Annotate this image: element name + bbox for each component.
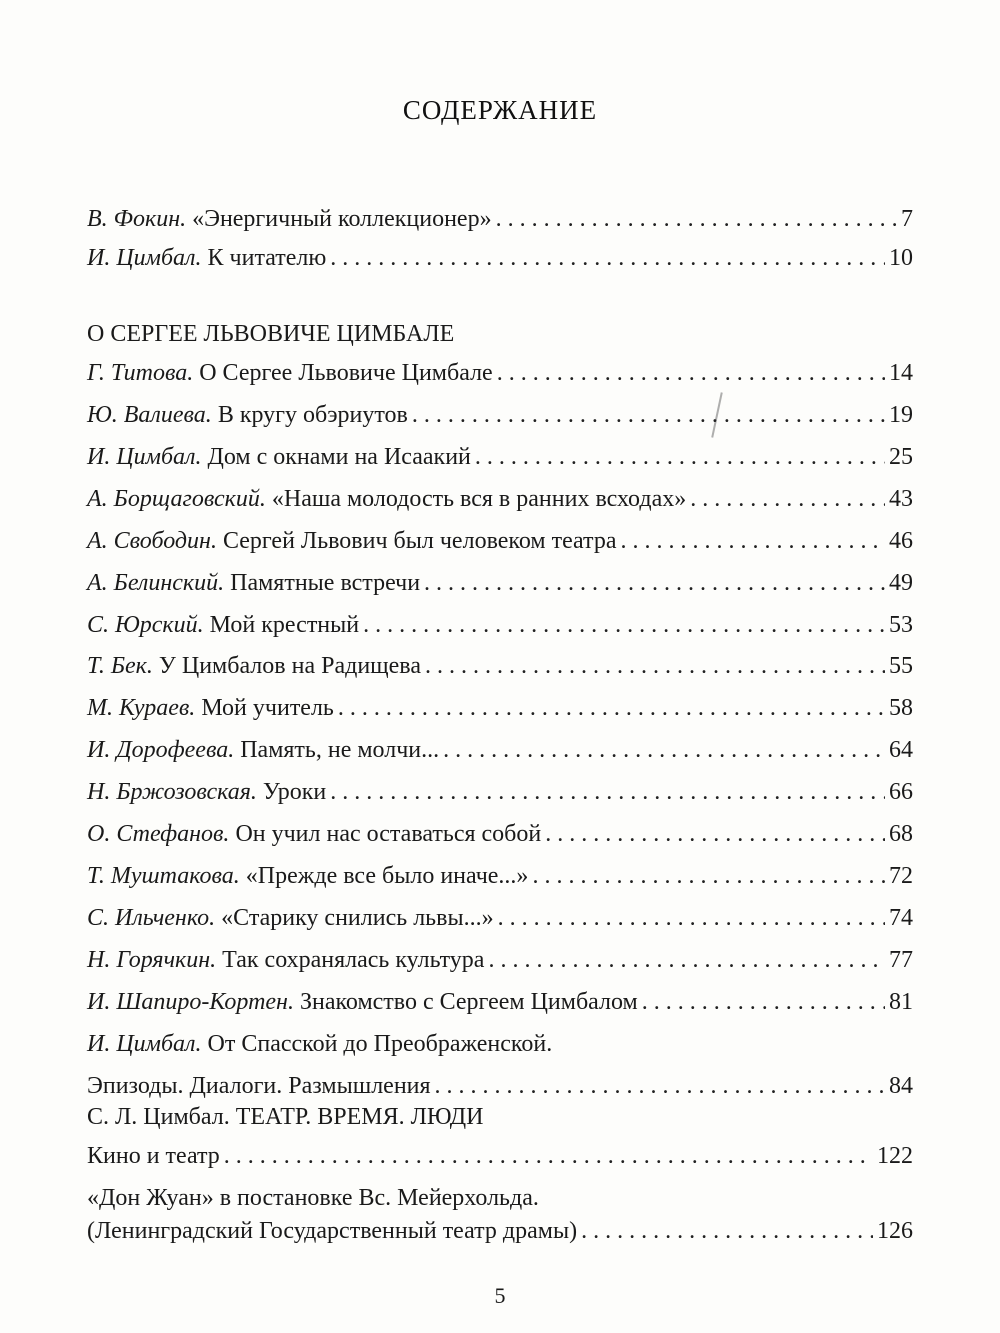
toc-entry-line1: «Дон Жуан» в постановке Вс. Мейерхольда.	[87, 1185, 539, 1211]
page-title: СОДЕРЖАНИЕ	[402, 95, 598, 125]
toc-entry	[87, 986, 913, 1018]
toc-entry	[87, 609, 913, 641]
entry-title: Знакомство с Сергеем Цимбалом	[299, 989, 638, 1015]
section-title: О СЕРГЕЕ ЛЬВОВИЧЕ ЦИМБАЛЕ	[87, 321, 455, 347]
leader-dots	[581, 1215, 873, 1247]
page-number: 5	[494, 1283, 506, 1308]
leader-dots	[545, 818, 885, 850]
toc-entry	[87, 441, 913, 473]
toc-entry	[87, 357, 913, 389]
leader-dots	[435, 1070, 885, 1102]
entry-author: И. Цимбал.	[87, 444, 202, 470]
toc-entry	[87, 776, 913, 808]
entry-page: 43	[889, 486, 913, 512]
entry-page: 7	[901, 206, 913, 232]
entry-author: Т. Муштакова.	[87, 863, 240, 889]
leader-dots	[642, 986, 885, 1018]
entry-author: Ю. Валиева.	[87, 402, 212, 428]
entry-author: С. Юрский.	[87, 612, 204, 638]
entry-page: 122	[877, 1143, 913, 1169]
entry-title: У Цимбалов на Радищева	[158, 653, 421, 679]
entry-title: Дом с окнами на Исаакий	[207, 444, 471, 470]
entry-page: 49	[889, 570, 913, 596]
leader-dots	[224, 1140, 873, 1172]
entry-author: А. Борщаговский.	[87, 486, 266, 512]
entry-page: 25	[889, 444, 913, 470]
leader-dots	[475, 441, 885, 473]
entry-author: С. Ильченко.	[87, 905, 216, 931]
entry-title: К читателю	[207, 245, 327, 271]
toc-entry-line2	[87, 1215, 913, 1247]
leader-dots	[412, 399, 885, 431]
toc-entry	[87, 567, 913, 599]
entry-author: И. Шапиро-Кортен.	[87, 989, 294, 1015]
leader-dots	[338, 692, 885, 724]
entry-page: 126	[877, 1218, 913, 1244]
entry-author: Г. Титова.	[87, 360, 194, 386]
entry-page: 46	[889, 528, 913, 554]
entry-author: А. Белинский.	[87, 570, 225, 596]
entry-page: 66	[889, 779, 913, 805]
toc-entry	[87, 650, 913, 682]
toc-entry	[87, 818, 913, 850]
entry-title: «Прежде все было иначе...»	[245, 863, 529, 889]
toc-entry	[87, 483, 913, 515]
entry-page: 84	[889, 1073, 913, 1099]
toc-entry-line1	[87, 1028, 913, 1060]
entry-title: От Спасской до Преображенской.	[207, 1031, 553, 1057]
entry-page: 68	[889, 821, 913, 847]
toc-entry	[87, 1140, 913, 1172]
entry-title: Уроки	[262, 779, 327, 805]
toc-entry	[87, 692, 913, 724]
entry-title: Так сохранялась культура	[222, 947, 485, 973]
entry-title: «Наша молодость вся в ранних всходах»	[271, 486, 687, 512]
toc-entry	[87, 242, 913, 274]
entry-author: И. Дорофеева.	[87, 737, 235, 763]
toc-entry-line2	[87, 1070, 913, 1102]
leader-dots	[497, 357, 885, 389]
leader-dots	[498, 902, 885, 934]
entry-title: О Сергее Львовиче Цимбале	[199, 360, 493, 386]
entry-title: Мой крестный	[209, 612, 360, 638]
leader-dots	[488, 944, 885, 976]
entry-page: 81	[889, 989, 913, 1015]
leader-dots	[532, 860, 885, 892]
leader-dots	[424, 567, 885, 599]
leader-dots	[425, 650, 885, 682]
leader-dots	[620, 525, 885, 557]
entry-title: Память, не молчи...	[240, 737, 440, 763]
entry-page: 53	[889, 612, 913, 638]
toc-entry	[87, 203, 913, 235]
entry-page: 58	[889, 695, 913, 721]
entry-title: Мой учитель	[201, 695, 334, 721]
entry-title: Кино и театр	[87, 1143, 220, 1169]
entry-title: Он учил нас оставаться собой	[235, 821, 542, 847]
toc-entry	[87, 525, 913, 557]
entry-title-continued: Эпизоды. Диалоги. Размышления	[87, 1073, 431, 1099]
entry-author: Н. Бржозовская.	[87, 779, 257, 805]
entry-page: 64	[889, 737, 913, 763]
leader-dots	[496, 203, 897, 235]
leader-dots	[330, 242, 885, 274]
entry-author: А. Свободин.	[87, 528, 217, 554]
leader-dots	[363, 609, 885, 641]
toc-entry	[87, 902, 913, 934]
entry-page: 77	[889, 947, 913, 973]
entry-author: О. Стефанов.	[87, 821, 230, 847]
entry-author: М. Кураев.	[87, 695, 196, 721]
toc-entry	[87, 860, 913, 892]
entry-author: И. Цимбал.	[87, 1031, 202, 1057]
leader-dots	[330, 776, 885, 808]
leader-dots	[443, 734, 885, 766]
toc-entry	[87, 734, 913, 766]
entry-title: «Энергичный коллекционер»	[192, 206, 492, 232]
entry-title: В кругу обэриутов	[217, 402, 408, 428]
entry-title-continued: (Ленинградский Государственный театр драмы)	[87, 1218, 578, 1244]
entry-author: Т. Бек.	[87, 653, 153, 679]
entry-page: 72	[889, 863, 913, 889]
entry-page: 19	[889, 402, 913, 428]
entry-page: 55	[889, 653, 913, 679]
entry-title: Сергей Львович был человеком театра	[222, 528, 617, 554]
leader-dots	[690, 483, 885, 515]
entry-page: 14	[889, 360, 913, 386]
entry-page: 74	[889, 905, 913, 931]
entry-author: Н. Горячкин.	[87, 947, 217, 973]
entry-author: В. Фокин.	[87, 206, 187, 232]
toc-entry	[87, 399, 913, 431]
entry-author: И. Цимбал.	[87, 245, 202, 271]
entry-page: 10	[889, 245, 913, 271]
section-title: С. Л. Цимбал. ТЕАТР. ВРЕМЯ. ЛЮДИ	[87, 1104, 484, 1130]
entry-title: Памятные встречи	[230, 570, 421, 596]
entry-title: «Старику снились львы...»	[221, 905, 494, 931]
toc-entry	[87, 944, 913, 976]
